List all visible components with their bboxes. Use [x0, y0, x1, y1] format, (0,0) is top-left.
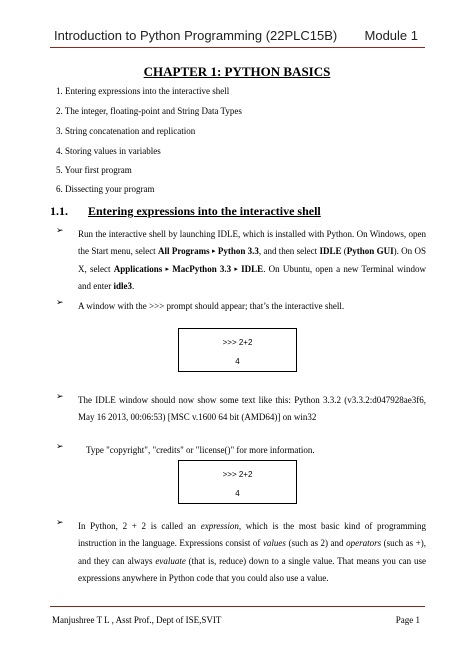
code-box-1 — [178, 328, 297, 372]
toc-item-2: 2. The integer, floating-point and String Data Types — [56, 106, 242, 116]
bullet-arrow-icon: ➢ — [56, 226, 64, 236]
bullet-text: The IDLE window should now show some text like this: Python 3.3.2 (v3.3.2:d047928ae3f6, May 16 2013, 00:06:53) [MSC v.1600 64 bit (AMD64)] on win32 — [78, 395, 426, 423]
toc-item-6: 6. Dissecting your program — [56, 184, 155, 194]
footer-divider — [50, 606, 425, 607]
chapter-title: CHAPTER 1: PYTHON BASICS — [143, 64, 331, 79]
bullet-arrow-icon: ➢ — [56, 518, 64, 528]
code-result: 4 — [235, 489, 240, 498]
code-result: 4 — [235, 357, 240, 366]
section-heading — [50, 204, 321, 219]
code-box-2 — [178, 460, 297, 504]
code-prompt: >>> 2+2 — [222, 338, 253, 347]
bullet-arrow-icon: ➢ — [56, 298, 64, 308]
header-course-title: Introduction to Python Programming (22PLC15B) — [54, 28, 338, 43]
toc-item-5: 5. Your first program — [56, 165, 132, 175]
footer-page-number: Page 1 — [395, 615, 420, 625]
toc-item-4: 4. Storing values in variables — [56, 146, 161, 156]
menu-arrow-icon: ▸ — [212, 247, 216, 256]
header-module: Module 1 — [364, 28, 418, 43]
menu-arrow-icon: ▸ — [165, 264, 169, 273]
bullet-text: Type "copyright", "credits" or "license()" for more information. — [86, 445, 315, 455]
bullet-text: A window with the >>> prompt should appear; that’s the interactive shell. — [78, 301, 345, 311]
bullet-arrow-icon: ➢ — [56, 442, 64, 452]
toc-item-1: 1. Entering expressions into the interactive shell — [56, 86, 230, 96]
header-divider — [50, 47, 425, 48]
code-prompt: >>> 2+2 — [222, 470, 253, 479]
footer-author: Manjushree T L , Asst Prof., Dept of ISE,SVIT — [52, 615, 222, 625]
page-header — [50, 26, 424, 46]
bullet-text: Run the interactive shell by launching IDLE, which is installed with Python. On Windows, open the Start menu, select All Programs ▸ Python 3.3, and then select IDLE (Python GUI). On OS X, select Applications ▸ MacPython 3.3 ▸ IDLE. On Ubuntu, open a new Terminal window and enter idle3. — [78, 229, 427, 292]
menu-arrow-icon: ▸ — [234, 264, 238, 273]
bullet-text: In Python, 2 + 2 is called an expression, which is the most basic kind of programming instruction in the language. Expressions consist of values (such as 2) and operators (such as +), and they can always evaluate (that is, reduce) down to a single value. That means you can use expressions anywhere in Python code that you could also use a value. — [78, 521, 426, 584]
bullet-arrow-icon: ➢ — [56, 392, 64, 402]
section-number: 1.1. — [50, 204, 68, 218]
section-title: Entering expressions into the interactive shell — [88, 204, 321, 218]
toc-item-3: 3. String concatenation and replication — [56, 126, 196, 136]
